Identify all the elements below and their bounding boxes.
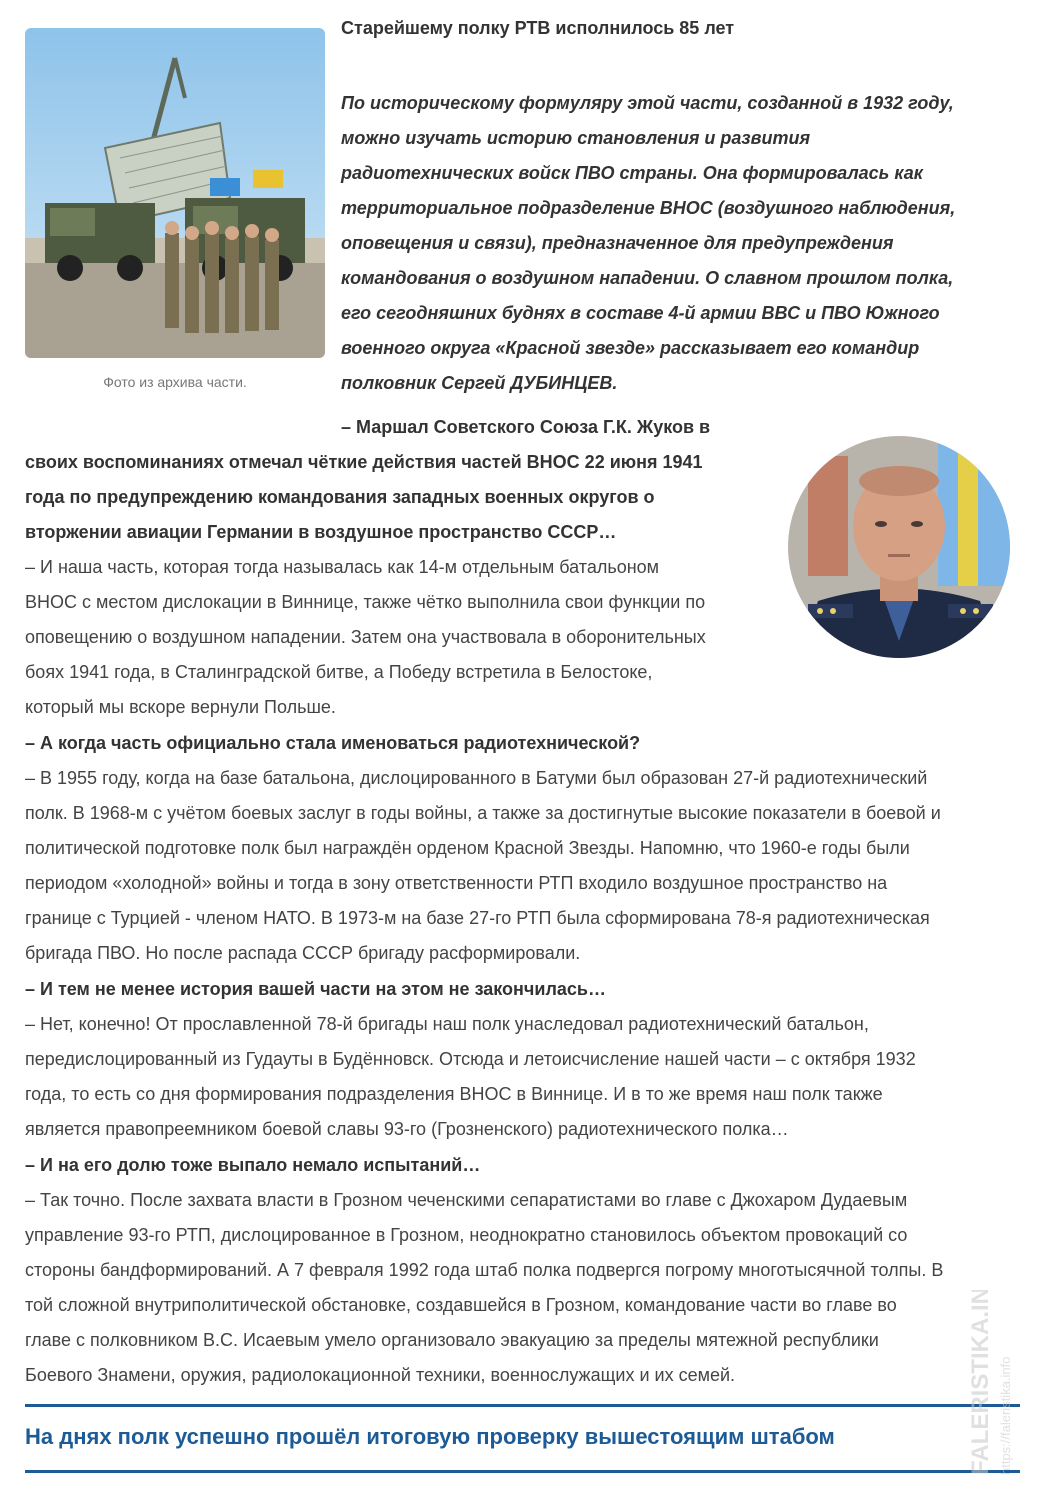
question-1-line: вторжении авиации Германии в воздушное пространство СССР… — [25, 522, 617, 542]
article-title: Старейшему полку РТВ исполнилось 85 лет — [341, 18, 735, 38]
question-2: – А когда часть официально стала именоваться радиотехнической? — [25, 733, 641, 753]
answer-4-line: – Так точно. После захвата власти в Грозном чеченскими сепаратистами во главе с Джохаром Дудаевым — [25, 1190, 908, 1210]
lead-line: оповещения и связи), предназначенное для предупреждения — [341, 233, 894, 253]
radar-trucks-image — [25, 28, 325, 358]
answer-3-line: передислоцированный из Гудауты в Будённовск. Отсюда и летоисчисление нашей части – с октября 1932 — [25, 1049, 916, 1069]
section-subheading: На днях полк успешно прошёл итоговую проверку вышестоящим штабом — [25, 1424, 835, 1449]
answer-2-line: бригада ПВО. Но после распада СССР бригаду расформировали. — [25, 943, 581, 963]
answer-4-line: стороны бандформирований. А 7 февраля 1992 года штаб полка подвергся погрому многотысячной толпы. В — [25, 1260, 944, 1280]
answer-2-line: границе с Турцией - членом НАТО. В 1973-м на базе 27-го РТП была сформирована 78-я радиотехническая — [25, 908, 930, 928]
commander-photo-image — [788, 436, 1010, 658]
question-3: – И тем не менее история вашей части на этом не закончилась… — [25, 979, 606, 999]
subheading-bottom-rule — [25, 1470, 1020, 1473]
lead-line: полковник Сергей ДУБИНЦЕВ. — [341, 373, 618, 393]
question-1-line: – Маршал Советского Союза Г.К. Жуков в — [341, 417, 711, 437]
answer-2-line: периодом «холодной» войны и тогда в зону ответственности РТП входило воздушное пространство на — [25, 873, 888, 893]
watermark-url: https://faleristika.info — [998, 1356, 1013, 1475]
answer-2-line: – В 1955 году, когда на базе батальона, дислоцированного в Батуми был образован 27-й радиотехнический — [25, 768, 928, 788]
answer-1-line: – И наша часть, которая тогда называлась как 14-м отдельным батальоном — [25, 557, 660, 577]
question-4: – И на его долю тоже выпало немало испытаний… — [25, 1155, 481, 1175]
lead-line: командования о воздушном нападении. О славном прошлом полка, — [341, 268, 954, 288]
answer-1-line: боях 1941 года, в Сталинградской битве, а Победу встретила в Белостоке, — [25, 662, 653, 682]
lead-line: По историческому формуляру этой части, созданной в 1932 году, — [341, 93, 954, 113]
subheading-top-rule — [25, 1404, 1020, 1407]
article-lead — [341, 86, 1021, 401]
lead-line: территориальное подразделение ВНОС (воздушного наблюдения, — [341, 198, 956, 218]
commander-portrait — [788, 436, 1010, 658]
answer-1-line: который мы вскоре вернули Польше. — [25, 697, 336, 717]
watermark-brand: FALERISTIKA.INFO — [967, 1290, 994, 1475]
answer-1-line: оповещению о воздушном нападении. Затем она участвовала в оборонительных — [25, 627, 706, 647]
lead-line: можно изучать историю становления и развития — [341, 128, 811, 148]
answer-3-line: – Нет, конечно! От прославленной 78-й бригады наш полк унаследовал радиотехнический батальон, — [25, 1014, 869, 1034]
archive-photo — [25, 28, 325, 358]
answer-2-line: политической подготовке полк был награждён орденом Красной Звезды. Напомню, что 1960-е годы были — [25, 838, 910, 858]
answer-4-line: главе с полковником В.С. Исаевым умело организовало эвакуацию за пределы мятежной республики — [25, 1330, 879, 1350]
answer-2-line: полк. В 1968-м с учётом боевых заслуг в годы войны, а также за достигнутые высокие показатели в боевой и — [25, 803, 941, 823]
question-1-line: своих воспоминаниях отмечал чёткие действия частей ВНОС 22 июня 1941 — [25, 452, 703, 472]
answer-4-line: той сложной внутриполитической обстановке, создавшейся в Грозном, командование части во главе во — [25, 1295, 897, 1315]
site-watermark — [962, 1290, 1022, 1480]
lead-line: военного округа «Красной звезде» рассказывает его командир — [341, 338, 920, 358]
question-1-line: года по предупреждению командования западных военных округов о — [25, 487, 655, 507]
answer-1-line: ВНОС с местом дислокации в Виннице, также чётко выполнила свои функции по — [25, 592, 706, 612]
answer-3-line: является правопреемником боевой славы 93-го (Грозненского) радиотехнического полка… — [25, 1119, 789, 1139]
answer-3-line: года, то есть со дня формирования подразделения ВНОС в Виннице. И в то же время наш полк также — [25, 1084, 883, 1104]
lead-line: его сегодняшних буднях в составе 4-й армии ВВС и ПВО Южного — [341, 303, 940, 323]
answer-4-line: управление 93-го РТП, дислоцированное в Грозном, неоднократно становилось объектом провокаций со — [25, 1225, 908, 1245]
lead-line: радиотехнических войск ПВО страны. Она формировалась как — [341, 163, 923, 183]
answer-4-line: Боевого Знамени, оружия, радиолокационной техники, военнослужащих и их семей. — [25, 1365, 736, 1385]
photo-caption: Фото из архива части. — [103, 374, 247, 390]
